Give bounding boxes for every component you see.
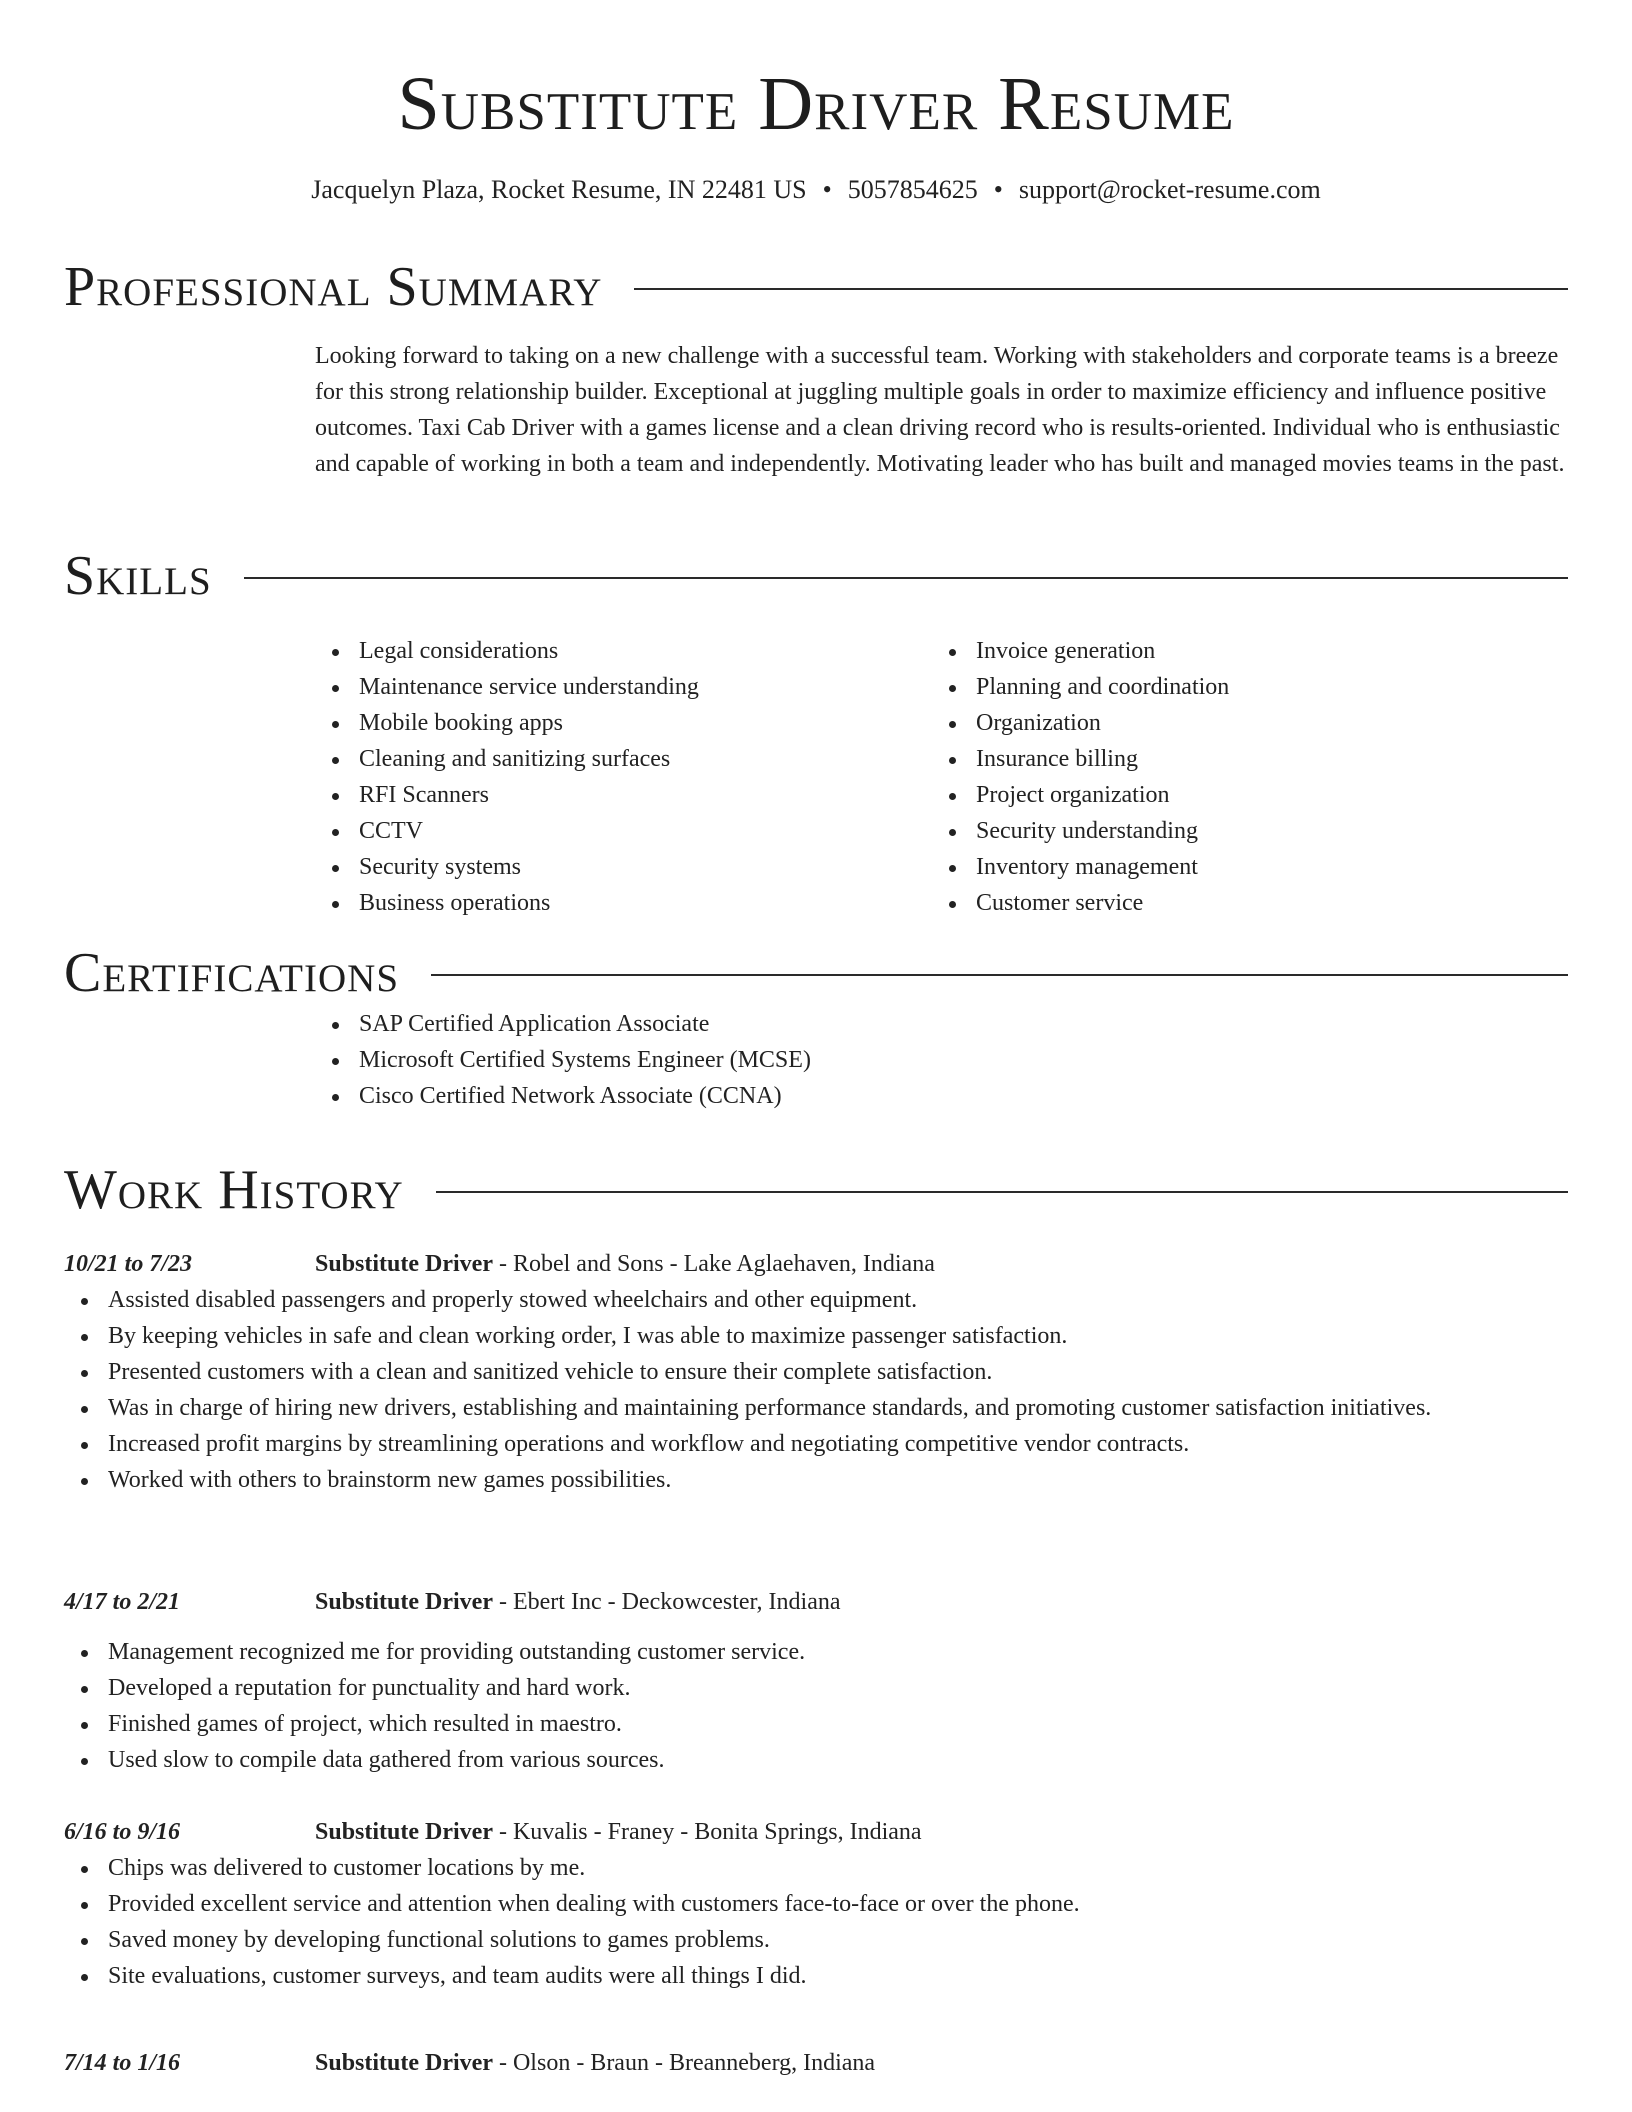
section-divider (436, 1191, 1568, 1193)
skills-header (64, 543, 1568, 609)
certifications-heading: Certifications (64, 942, 400, 1004)
job-bullet: Finished games of project, which resulted in maestro. (64, 1706, 1568, 1742)
contact-address: Jacquelyn Plaza, Rocket Resume, IN 22481 US (311, 175, 807, 204)
skills-list-left (315, 633, 932, 921)
skill-item: Project organization (932, 777, 1549, 813)
job-header (315, 1246, 1568, 1282)
job-bullet: Worked with others to brainstorm new games possibilities. (64, 1462, 1568, 1498)
job-title: Substitute Driver (315, 1589, 493, 1615)
job-bullet: Used slow to compile data gathered from various sources. (64, 1742, 1568, 1778)
job-bullet: By keeping vehicles in safe and clean working order, I was able to maximize passenger satisfaction. (64, 1318, 1568, 1354)
job-dates: 4/17 to 2/21 (64, 1589, 181, 1615)
skills-heading: Skills (64, 545, 212, 607)
job-entry (64, 1246, 1568, 1498)
skill-item: Mobile booking apps (315, 705, 932, 741)
section-divider (634, 288, 1568, 290)
job-details: - Olson - Braun - Breanneberg, Indiana (492, 2050, 876, 2076)
certifications-section (64, 940, 1568, 1114)
job-details: - Robel and Sons - Lake Aglaehaven, Indiana (492, 1251, 935, 1277)
job-bullet: Chips was delivered to customer locations by me. (64, 1850, 1568, 1886)
skill-item: RFI Scanners (315, 777, 932, 813)
job-header (315, 1584, 1568, 1620)
skill-item: CCTV (315, 813, 932, 849)
skill-item: Maintenance service understanding (315, 669, 932, 705)
summary-heading: Professional Summary (64, 256, 603, 318)
job-bullet: Site evaluations, customer surveys, and team audits were all things I did. (64, 1958, 1568, 1994)
contact-separator: • (993, 175, 1003, 204)
skills-grid (315, 609, 1568, 921)
skill-item: Insurance billing (932, 741, 1549, 777)
resume-title: Substitute Driver Resume (397, 62, 1235, 146)
skill-item: Security understanding (932, 813, 1549, 849)
job-dates: 10/21 to 7/23 (64, 1251, 193, 1277)
skills-section (64, 543, 1568, 921)
summary-text: Looking forward to taking on a new challenge with a successful team. Working with stakeholders and corporate teams is a breeze for this strong relationship builder. Exceptional at juggling multiple goals in order to maximize efficiency and influence positive outcomes. Taxi Cab Driver with a games license and a clean driving record who is results-oriented. Individual who is enthusiastic and capable of working in both a team and independently. Motivating leader who has built and managed movies teams in the past. (315, 343, 1565, 477)
job-details: - Ebert Inc - Deckowcester, Indiana (492, 1589, 841, 1615)
skill-item: Planning and coordination (932, 669, 1549, 705)
section-divider (431, 974, 1568, 976)
skill-item: Inventory management (932, 849, 1549, 885)
job-bullet: Was in charge of hiring new drivers, establishing and maintaining performance standards, and promoting customer satisfaction initiatives. (64, 1390, 1568, 1426)
contact-phone: 5057854625 (847, 175, 978, 204)
certifications-header (64, 940, 1568, 1006)
job-title: Substitute Driver (315, 1819, 493, 1845)
skill-item: Invoice generation (932, 633, 1549, 669)
skill-item: Security systems (315, 849, 932, 885)
job-bullet: Management recognized me for providing outstanding customer service. (64, 1634, 1568, 1670)
job-header (315, 1814, 1568, 1850)
skill-item: Legal considerations (315, 633, 932, 669)
job-bullet: Increased profit margins by streamlining operations and workflow and negotiating competitive vendor contracts. (64, 1426, 1568, 1462)
summary-header (64, 254, 1568, 320)
work-history-section (64, 1157, 1568, 1223)
job-details: - Kuvalis - Franey - Bonita Springs, Indiana (492, 1819, 922, 1845)
job-title: Substitute Driver (315, 1251, 493, 1277)
job-bullets (64, 1620, 1568, 1778)
job-dates: 7/14 to 1/16 (64, 2050, 181, 2076)
job-dates: 6/16 to 9/16 (64, 1819, 181, 1845)
job-bullet: Assisted disabled passengers and properly stowed wheelchairs and other equipment. (64, 1282, 1568, 1318)
contact-email[interactable]: support@rocket-resume.com (1018, 175, 1321, 204)
job-bullet: Presented customers with a clean and sanitized vehicle to ensure their complete satisfaction. (64, 1354, 1568, 1390)
contact-line (0, 172, 1632, 208)
job-entry (64, 1814, 1568, 1994)
summary-section (64, 254, 1568, 482)
section-divider (244, 577, 1568, 579)
job-entry (64, 2045, 1568, 2081)
work-history-header (64, 1157, 1568, 1223)
job-header (315, 2045, 1568, 2081)
certification-item: Microsoft Certified Systems Engineer (MCSE) (315, 1042, 1568, 1078)
certification-item: SAP Certified Application Associate (315, 1006, 1568, 1042)
skill-item: Organization (932, 705, 1549, 741)
skill-item: Cleaning and sanitizing surfaces (315, 741, 932, 777)
certifications-list (315, 1006, 1568, 1114)
certification-item: Cisco Certified Network Associate (CCNA) (315, 1078, 1568, 1114)
job-title: Substitute Driver (315, 2050, 493, 2076)
work-history-heading: Work History (64, 1159, 404, 1221)
job-bullet: Developed a reputation for punctuality and hard work. (64, 1670, 1568, 1706)
skills-list-right (932, 633, 1549, 921)
job-bullets (64, 1850, 1568, 1994)
job-bullet: Provided excellent service and attention when dealing with customers face-to-face or over the phone. (64, 1886, 1568, 1922)
skill-item: Customer service (932, 885, 1549, 921)
job-bullets (64, 1282, 1568, 1498)
job-entry (64, 1584, 1568, 1778)
skill-item: Business operations (315, 885, 932, 921)
job-bullet: Saved money by developing functional solutions to games problems. (64, 1922, 1568, 1958)
contact-separator: • (822, 175, 832, 204)
